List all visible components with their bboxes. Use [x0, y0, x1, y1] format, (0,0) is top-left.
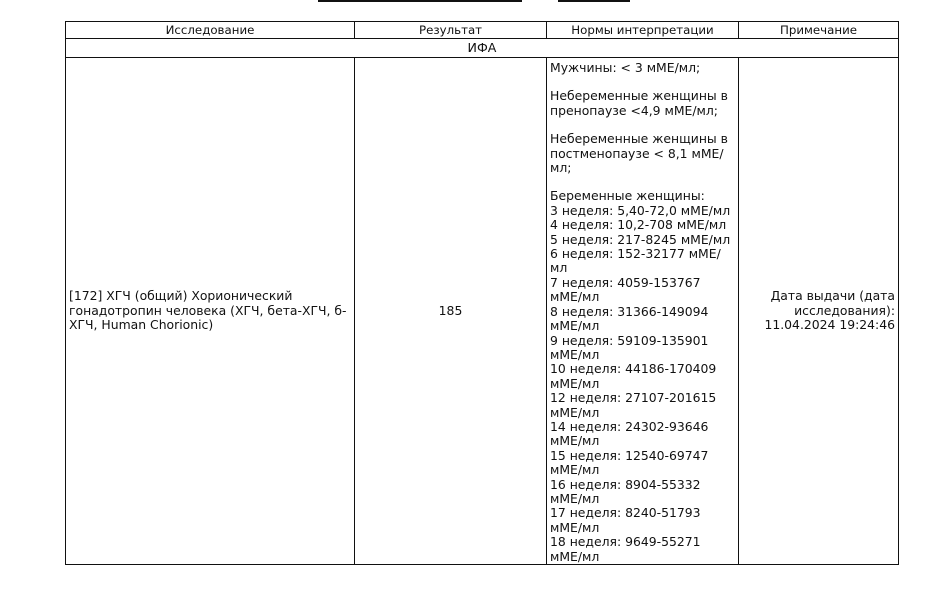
norm-week: 9 неделя: 59109-135901 мМЕ/мл [550, 332, 709, 362]
section-row [66, 39, 899, 58]
header-norms: Нормы интерпретации [547, 22, 739, 39]
top-underline-right [558, 0, 630, 2]
norm-week: 6 неделя: 152-32177 мМЕ/мл [550, 246, 721, 276]
top-underline-left [318, 0, 522, 2]
test-name: [172] ХГЧ (общий) Хорионический гонадотропин человека (ХГЧ, бета-ХГЧ, б-ХГЧ, Human Chorionic) [66, 58, 355, 565]
norms-cell [547, 58, 739, 565]
norm-week: 8 неделя: 31366-149094 мМЕ/мл [550, 303, 709, 334]
norm-week: 10 неделя: 44186-170409 мМЕ/мл [550, 361, 717, 391]
norm-pregnant [550, 189, 736, 564]
norm-week: 14 неделя: 24302-93646 мМЕ/мл [550, 418, 709, 449]
results-table [65, 21, 899, 565]
table-row [66, 58, 899, 565]
section-title: ИФА [66, 39, 899, 58]
header-row [66, 22, 899, 39]
result-value: 185 [355, 58, 547, 565]
norm-week: 3 неделя: 5,40-72,0 мМЕ/мл [550, 202, 731, 218]
norm-week: 17 неделя: 8240-51793 мМЕ/мл [550, 505, 701, 535]
norm-men: Мужчины: < 3 мМЕ/мл; [550, 60, 701, 75]
header-note: Примечание [739, 22, 899, 39]
norm-postmenopause: Небеременные женщины в постменопаузе < 8,1 мМЕ/мл; [550, 131, 728, 176]
norm-week: 4 неделя: 10,2-708 мМЕ/мл [550, 217, 727, 233]
norm-week: 12 неделя: 27107-201615 мМЕ/мл [550, 390, 717, 420]
norm-week: 15 неделя: 12540-69747 мМЕ/мл [550, 447, 709, 478]
header-test: Исследование [66, 22, 355, 39]
note-value: Дата выдачи (дата исследования): 11.04.2024 19:24:46 [739, 58, 899, 565]
norm-week: 7 неделя: 4059-153767 мМЕ/мл [550, 274, 701, 305]
norm-week: 16 неделя: 8904-55332 мМЕ/мл [550, 476, 701, 506]
norm-pregnant-title: Беременные женщины: [550, 188, 705, 204]
norm-premenopause: Небеременные женщины в пренопаузе <4,9 мМЕ/мл; [550, 88, 728, 118]
norm-week: 18 неделя: 9649-55271 мМЕ/мл [550, 534, 701, 564]
norm-week: 5 неделя: 217-8245 мМЕ/мл [550, 231, 731, 247]
header-result: Результат [355, 22, 547, 39]
